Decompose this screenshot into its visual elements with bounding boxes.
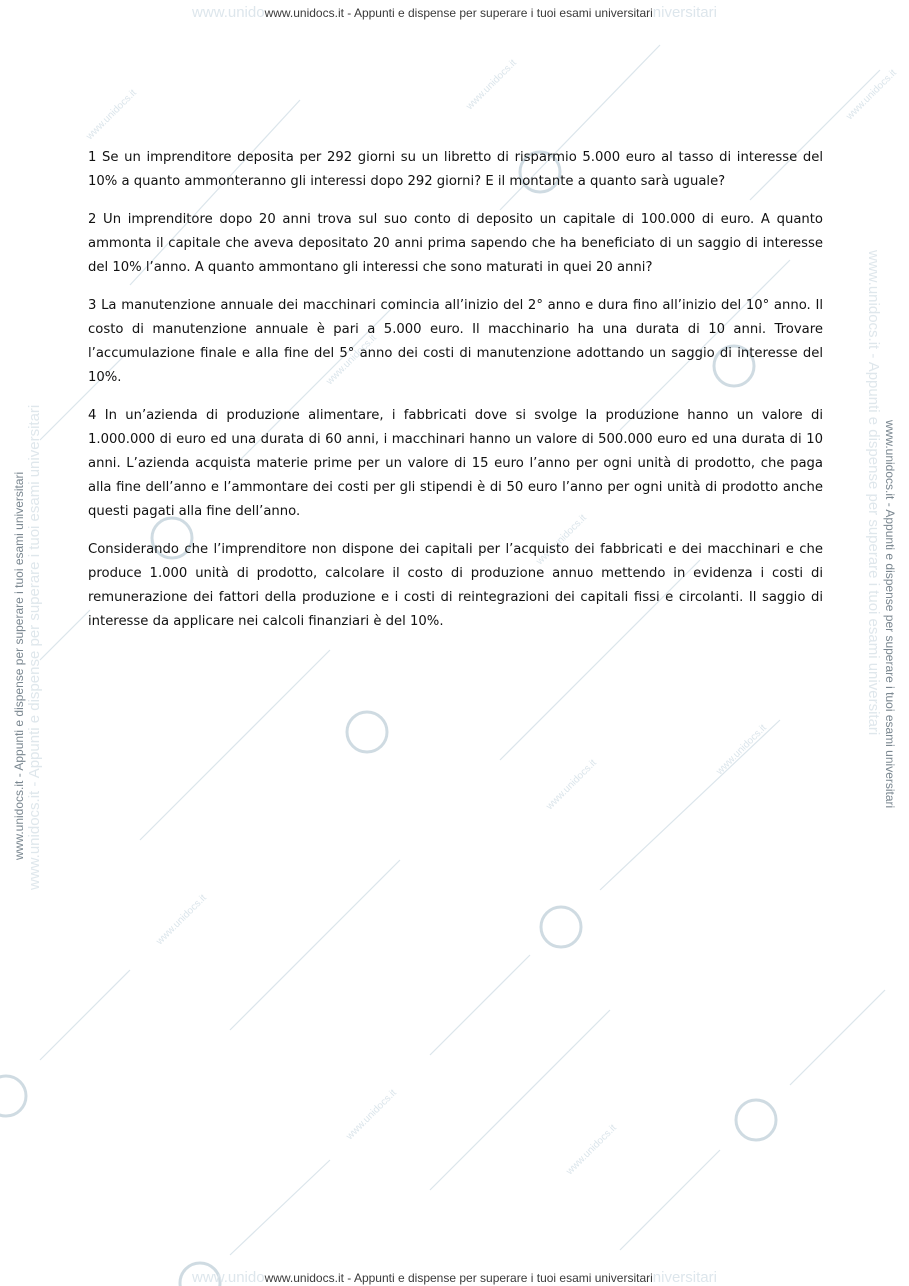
svg-text:www.unidocs.it: www.unidocs.it bbox=[464, 57, 519, 113]
exercise-paragraph-3: 3 La manutenzione annuale dei macchinari comincia all’inizio del 2° anno e dura fino all’inizio del 10° anno. Il costo di manutenzione annuale è pari a 5.000 euro. Il macchinario ha una durata di 10 anni. Trovare l’accumulazione finale e alla fine del 5° anno dei costi di manutenzione adottando un saggio di interesse del 10%. bbox=[88, 298, 823, 385]
exercise-paragraph-4: 4 In un’azienda di produzione alimentare, i fabbricati dove si svolge la produzione hanno un valore di 1.000.000 di euro ed una durata di 60 anni, i macchinari hanno un valore di 500.000 euro ed una durata di 10 anni. L’azienda acquista materie prime per un valore di 15 euro l’anno per ogni unità di prodotto, che paga alla fine dell’anno e l’ammontare dei costi per gli stipendi è di 50 euro l’anno per ogni unità di prodotto anche questi pagati alla fine dell’anno. bbox=[88, 408, 823, 519]
svg-text:www.unidocs.it: www.unidocs.it bbox=[564, 1122, 619, 1178]
watermark-side-right-ghost: www.unidocs.it - Appunti e dispense per superare i tuoi esami universitari bbox=[865, 250, 882, 736]
banner-ghost-left: www.unido bbox=[192, 4, 265, 21]
banner-ghost-left: www.unido bbox=[192, 1269, 265, 1286]
svg-text:www.unidocs.it: www.unidocs.it bbox=[544, 757, 599, 813]
exercise-paragraph-5: Considerando che l’imprenditore non dispone dei capitali per l’acquisto dei fabbricati e dei macchinari e che produce 1.000 unità di prodotto, calcolare il costo di produzione annuo mettendo in evidenza i costi di remunerazione dei fattori della produzione e i costi di reintegrazioni dei capitali fissi e circolanti. Il saggio di interesse da applicare nei calcoli finanziari è del 10%. bbox=[88, 542, 823, 629]
svg-text:www.unidocs.it: www.unidocs.it bbox=[84, 87, 139, 143]
watermark-side-left-ghost: www.unidocs.it - Appunti e dispense per superare i tuoi esami universitari bbox=[26, 404, 43, 890]
watermark-banner-top bbox=[0, 4, 909, 21]
exercise-paragraph-2: 2 Un imprenditore dopo 20 anni trova sul suo conto di deposito un capitale di 100.000 di euro. A quanto ammonta il capitale che aveva depositato 20 anni prima sapendo che ha beneficiato di un saggio di interesse del 10% l’anno. A quanto ammontano gli interessi che sono maturati in quei 20 anni? bbox=[88, 212, 823, 275]
svg-text:www.unidocs.it: www.unidocs.it bbox=[714, 722, 769, 778]
watermark-banner-bottom bbox=[0, 1269, 909, 1286]
svg-text:www.unidocs.it: www.unidocs.it bbox=[344, 1087, 399, 1143]
banner-ghost-right: niversitari bbox=[652, 4, 717, 21]
svg-text:www.unidocs.it: www.unidocs.it bbox=[324, 332, 379, 388]
svg-text:www.unidocs.it: www.unidocs.it bbox=[534, 512, 589, 568]
exercise-paragraph-1: 1 Se un imprenditore deposita per 292 giorni su un libretto di risparmio 5.000 euro al tasso di interesse del 10% a quanto ammonteranno gli interessi dopo 292 giorni? E il montante a quanto sarà uguale? bbox=[88, 150, 823, 189]
svg-text:www.unidocs.it: www.unidocs.it bbox=[844, 67, 899, 123]
watermark-side-right: www.unidocs.it - Appunti e dispense per superare i tuoi esami universitari bbox=[883, 420, 897, 809]
banner-text: www.unidocs.it - Appunti e dispense per superare i tuoi esami universitari bbox=[264, 6, 653, 20]
svg-text:www.unidocs.it: www.unidocs.it bbox=[154, 892, 209, 948]
banner-ghost-right: niversitari bbox=[652, 1269, 717, 1286]
watermark-side-left: www.unidocs.it - Appunti e dispense per superare i tuoi esami universitari bbox=[12, 471, 26, 860]
document-body bbox=[88, 146, 823, 648]
banner-text: www.unidocs.it - Appunti e dispense per superare i tuoi esami universitari bbox=[264, 1271, 653, 1285]
